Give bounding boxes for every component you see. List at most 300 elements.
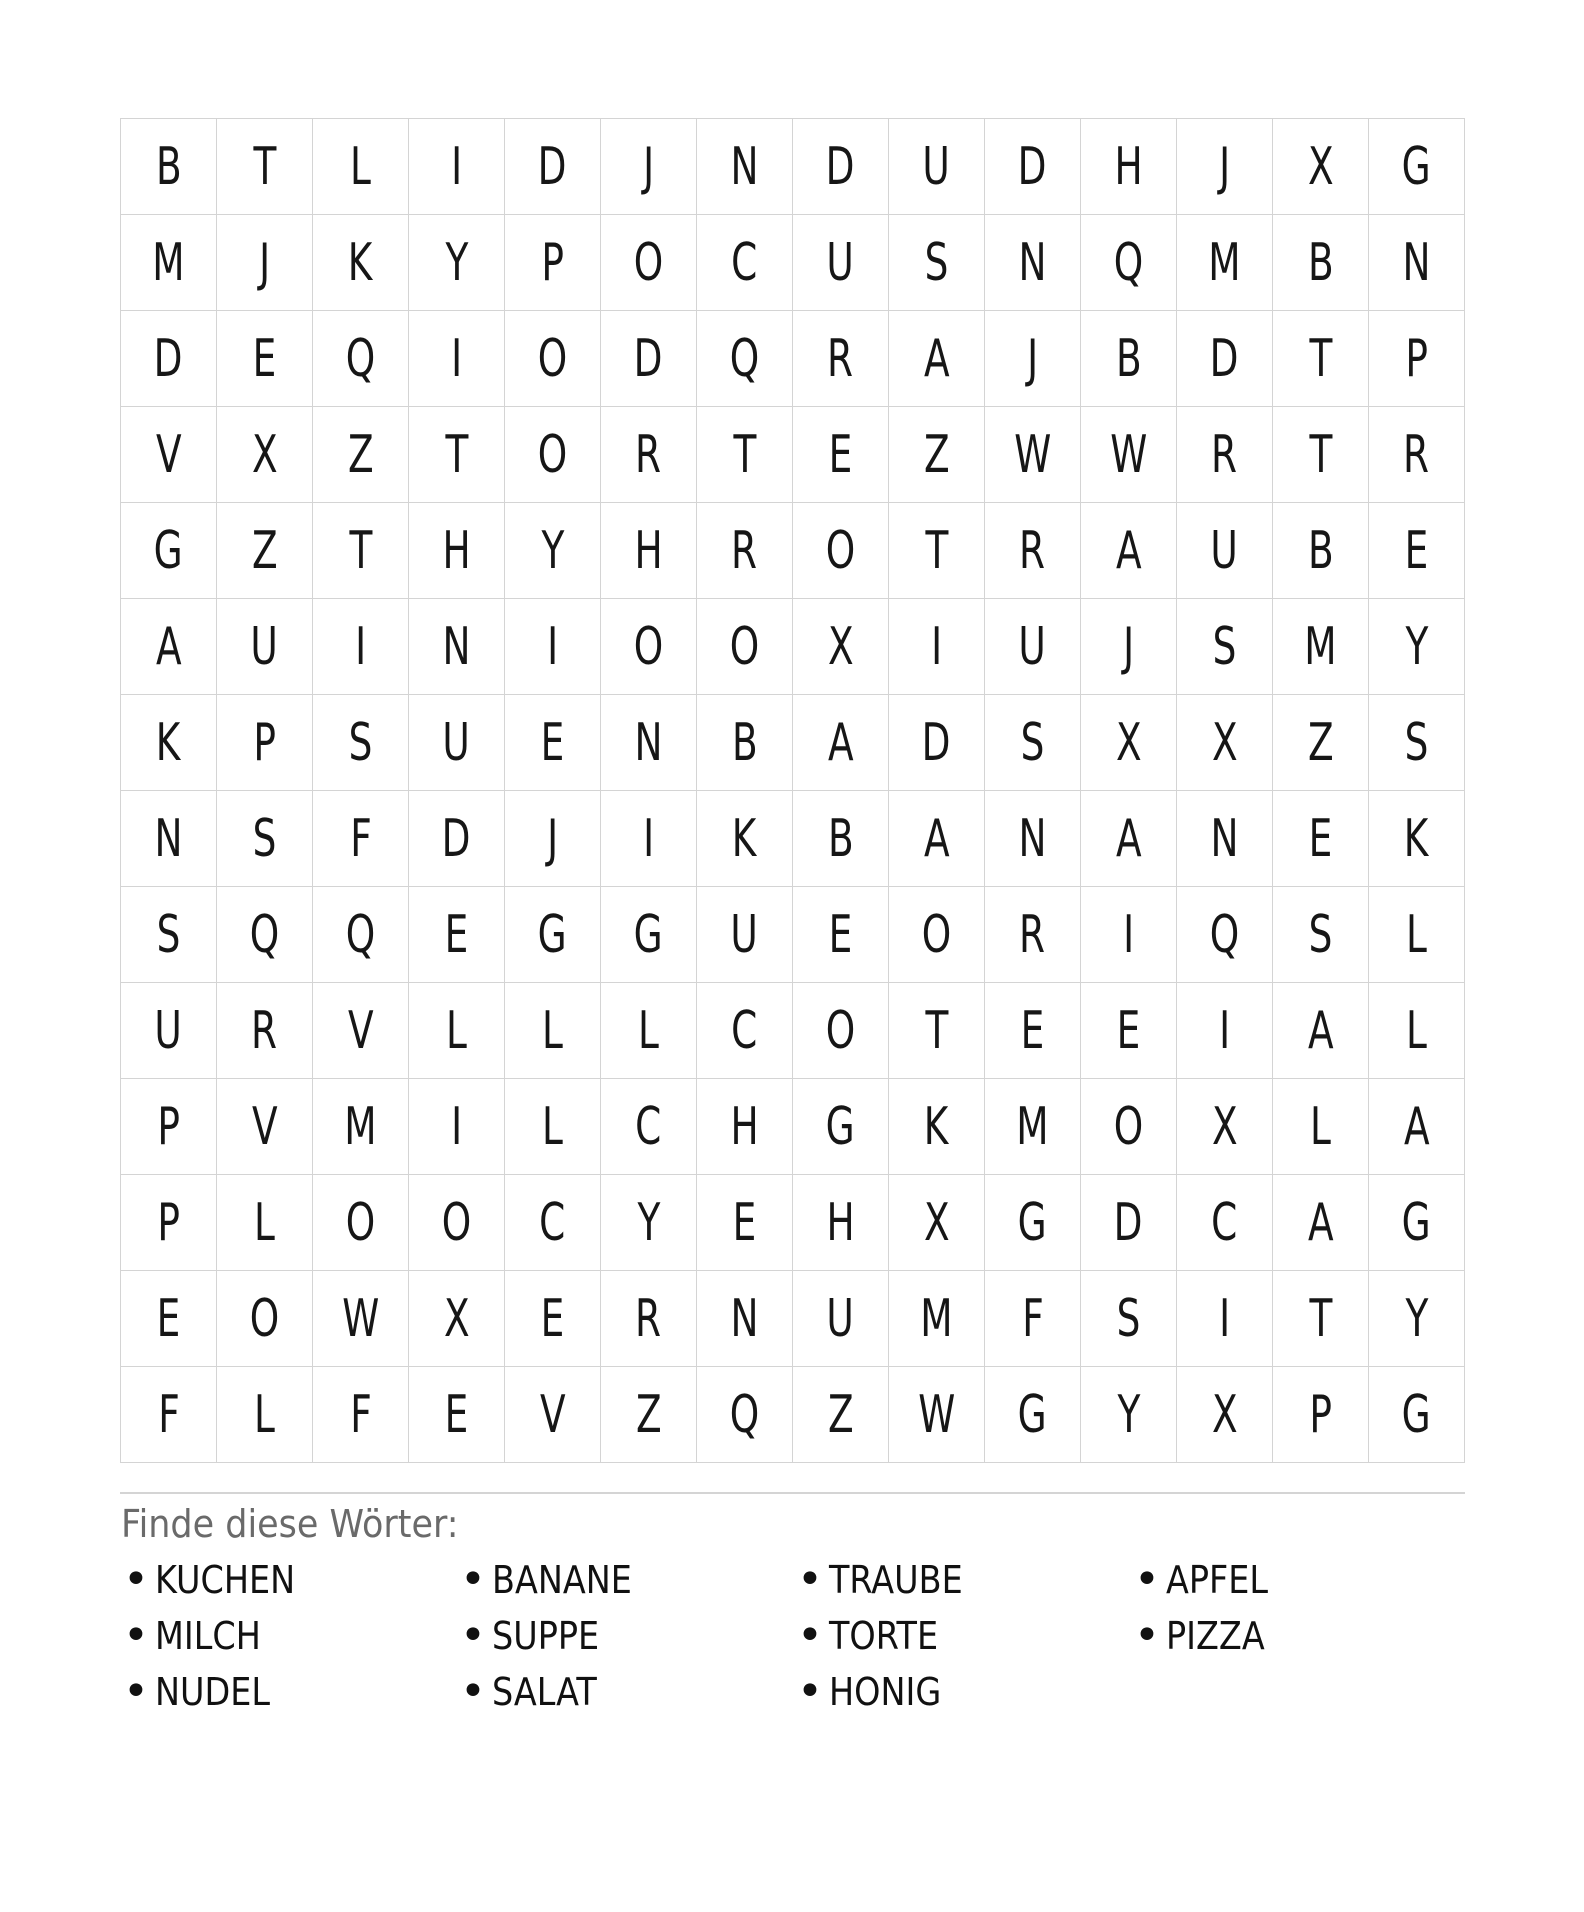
grid-cell bbox=[313, 119, 408, 214]
grid-letter: M bbox=[1208, 232, 1241, 293]
grid-letter: S bbox=[156, 904, 181, 965]
grid-cell bbox=[1177, 695, 1272, 790]
grid-cell bbox=[1369, 1271, 1464, 1366]
grid-cell bbox=[697, 695, 792, 790]
grid-letter: O bbox=[537, 424, 568, 485]
grid-cell bbox=[889, 119, 984, 214]
grid-letter: E bbox=[252, 328, 277, 389]
grid-letter: X bbox=[1307, 136, 1334, 197]
grid-cell bbox=[313, 311, 408, 406]
grid-cell bbox=[697, 119, 792, 214]
grid-cell bbox=[793, 1175, 888, 1270]
grid-letter: J bbox=[642, 136, 655, 197]
grid-cell bbox=[1369, 599, 1464, 694]
grid-cell bbox=[889, 215, 984, 310]
grid-letter: U bbox=[250, 616, 279, 677]
grid-cell bbox=[889, 887, 984, 982]
grid-letter: I bbox=[450, 328, 463, 389]
grid-cell bbox=[1369, 1175, 1464, 1270]
grid-cell bbox=[889, 503, 984, 598]
grid-letter: G bbox=[1401, 136, 1431, 197]
grid-letter: D bbox=[1114, 1192, 1143, 1253]
grid-letter: V bbox=[155, 424, 182, 485]
grid-letter: A bbox=[1307, 1192, 1334, 1253]
grid-letter: J bbox=[1122, 616, 1135, 677]
grid-letter: E bbox=[1020, 1000, 1045, 1061]
grid-letter: J bbox=[546, 808, 559, 869]
grid-cell bbox=[697, 887, 792, 982]
grid-letter: B bbox=[1115, 328, 1142, 389]
grid-cell bbox=[313, 695, 408, 790]
grid-cell bbox=[1177, 887, 1272, 982]
bullet-icon: • bbox=[797, 1610, 823, 1661]
grid-letter: K bbox=[924, 1096, 949, 1157]
grid-cell bbox=[1273, 599, 1368, 694]
grid-letter: D bbox=[826, 136, 855, 197]
grid-letter: M bbox=[1304, 616, 1337, 677]
grid-cell bbox=[985, 407, 1080, 502]
grid-cell bbox=[985, 503, 1080, 598]
grid-letter: X bbox=[1211, 712, 1238, 773]
grid-letter: C bbox=[731, 232, 758, 293]
grid-cell bbox=[697, 1079, 792, 1174]
grid-cell bbox=[889, 1175, 984, 1270]
grid-letter: S bbox=[1308, 904, 1333, 965]
grid-letter: N bbox=[730, 1288, 759, 1349]
word-list-item bbox=[797, 1552, 1134, 1608]
grid-cell bbox=[1369, 311, 1464, 406]
grid-cell bbox=[1081, 503, 1176, 598]
bullet-icon: • bbox=[460, 1666, 486, 1717]
grid-letter: T bbox=[1309, 424, 1332, 485]
grid-cell bbox=[409, 1367, 504, 1462]
grid-cell bbox=[217, 695, 312, 790]
word-list-heading-label: Finde diese Wörter: bbox=[121, 1502, 459, 1546]
grid-letter: S bbox=[348, 712, 373, 773]
grid-letter: L bbox=[350, 136, 371, 197]
grid-cell bbox=[1273, 887, 1368, 982]
grid-cell bbox=[601, 887, 696, 982]
grid-cell bbox=[409, 311, 504, 406]
grid-letter: S bbox=[1212, 616, 1237, 677]
grid-letter: T bbox=[925, 1000, 948, 1061]
grid-cell bbox=[1369, 503, 1464, 598]
grid-cell bbox=[217, 887, 312, 982]
grid-cell bbox=[409, 695, 504, 790]
grid-cell bbox=[409, 1175, 504, 1270]
grid-letter: I bbox=[546, 616, 559, 677]
word-list-item bbox=[1134, 1552, 1471, 1608]
grid-letter: R bbox=[1403, 424, 1430, 485]
grid-letter: E bbox=[444, 904, 469, 965]
grid-letter: X bbox=[923, 1192, 950, 1253]
bullet-icon: • bbox=[460, 1554, 486, 1605]
grid-letter: A bbox=[923, 808, 950, 869]
grid-cell bbox=[313, 503, 408, 598]
grid-letter: Y bbox=[1117, 1384, 1140, 1445]
grid-cell bbox=[121, 311, 216, 406]
grid-cell bbox=[889, 599, 984, 694]
grid-cell bbox=[1177, 1271, 1272, 1366]
grid-letter: E bbox=[156, 1288, 181, 1349]
grid-letter: L bbox=[1310, 1096, 1331, 1157]
word-label: NUDEL bbox=[155, 1670, 271, 1714]
grid-cell bbox=[1273, 119, 1368, 214]
grid-letter: S bbox=[1116, 1288, 1141, 1349]
grid-letter: F bbox=[1021, 1288, 1044, 1349]
grid-cell bbox=[1177, 215, 1272, 310]
word-label: BANANE bbox=[492, 1558, 632, 1602]
grid-cell bbox=[409, 407, 504, 502]
bullet-icon: • bbox=[797, 1666, 823, 1717]
grid-cell bbox=[1081, 407, 1176, 502]
grid-letter: Q bbox=[1209, 904, 1240, 965]
grid-letter: T bbox=[1309, 328, 1332, 389]
grid-cell bbox=[505, 791, 600, 886]
grid-letter: O bbox=[441, 1192, 472, 1253]
grid-letter: N bbox=[1018, 232, 1047, 293]
grid-letter: N bbox=[442, 616, 471, 677]
grid-letter: O bbox=[537, 328, 568, 389]
grid-cell bbox=[313, 791, 408, 886]
grid-letter: G bbox=[1017, 1384, 1047, 1445]
word-label: APFEL bbox=[1166, 1558, 1269, 1602]
grid-letter: P bbox=[253, 712, 276, 773]
grid-cell bbox=[505, 215, 600, 310]
grid-cell bbox=[601, 1079, 696, 1174]
grid-cell bbox=[1273, 791, 1368, 886]
grid-letter: U bbox=[154, 1000, 183, 1061]
grid-letter: X bbox=[827, 616, 854, 677]
grid-cell bbox=[601, 1271, 696, 1366]
grid-letter: W bbox=[341, 1288, 380, 1349]
grid-cell bbox=[409, 1079, 504, 1174]
grid-cell bbox=[1081, 983, 1176, 1078]
grid-cell bbox=[1177, 407, 1272, 502]
word-list-item bbox=[797, 1608, 1134, 1664]
grid-letter: U bbox=[1210, 520, 1239, 581]
grid-letter: Z bbox=[347, 424, 374, 485]
grid-cell bbox=[601, 599, 696, 694]
grid-letter: Q bbox=[1113, 232, 1144, 293]
grid-letter: R bbox=[731, 520, 758, 581]
word-list-item bbox=[123, 1552, 460, 1608]
grid-letter: S bbox=[1404, 712, 1429, 773]
grid-cell bbox=[313, 887, 408, 982]
grid-letter: Z bbox=[923, 424, 950, 485]
grid-letter: S bbox=[252, 808, 277, 869]
grid-cell bbox=[601, 791, 696, 886]
grid-cell bbox=[505, 599, 600, 694]
grid-letter: M bbox=[1016, 1096, 1049, 1157]
grid-cell bbox=[505, 983, 600, 1078]
grid-letter: J bbox=[1026, 328, 1039, 389]
grid-cell bbox=[793, 1079, 888, 1174]
grid-letter: P bbox=[157, 1096, 180, 1157]
word-label: PIZZA bbox=[1166, 1614, 1265, 1658]
grid-letter: A bbox=[1115, 808, 1142, 869]
grid-letter: G bbox=[825, 1096, 855, 1157]
grid-cell bbox=[505, 311, 600, 406]
grid-letter: G bbox=[1017, 1192, 1047, 1253]
grid-cell bbox=[409, 983, 504, 1078]
grid-cell bbox=[217, 599, 312, 694]
grid-letter: A bbox=[1115, 520, 1142, 581]
grid-letter: M bbox=[152, 232, 185, 293]
grid-letter: E bbox=[828, 424, 853, 485]
grid-cell bbox=[1177, 119, 1272, 214]
grid-letter: P bbox=[1309, 1384, 1332, 1445]
grid-cell bbox=[217, 1367, 312, 1462]
grid-cell bbox=[505, 119, 600, 214]
grid-letter: U bbox=[730, 904, 759, 965]
grid-letter: Y bbox=[637, 1192, 660, 1253]
grid-cell bbox=[1081, 599, 1176, 694]
grid-letter: H bbox=[442, 520, 471, 581]
grid-letter: E bbox=[1404, 520, 1429, 581]
grid-cell bbox=[409, 1271, 504, 1366]
word-list-item bbox=[797, 1664, 1134, 1720]
grid-cell bbox=[793, 119, 888, 214]
grid-letter: X bbox=[251, 424, 278, 485]
grid-cell bbox=[121, 215, 216, 310]
grid-cell bbox=[121, 599, 216, 694]
grid-letter: R bbox=[827, 328, 854, 389]
grid-letter: C bbox=[539, 1192, 566, 1253]
grid-cell bbox=[889, 311, 984, 406]
grid-letter: E bbox=[732, 1192, 757, 1253]
grid-letter: J bbox=[1218, 136, 1231, 197]
grid-cell bbox=[217, 1271, 312, 1366]
grid-cell bbox=[1369, 407, 1464, 502]
grid-cell bbox=[1369, 791, 1464, 886]
grid-letter: R bbox=[1019, 904, 1046, 965]
grid-cell bbox=[985, 1079, 1080, 1174]
bullet-icon: • bbox=[460, 1610, 486, 1661]
grid-letter: I bbox=[450, 136, 463, 197]
grid-cell bbox=[697, 791, 792, 886]
grid-letter: L bbox=[254, 1384, 275, 1445]
grid-cell bbox=[313, 1079, 408, 1174]
grid-letter: M bbox=[920, 1288, 953, 1349]
grid-cell bbox=[1273, 1271, 1368, 1366]
grid-letter: O bbox=[633, 616, 664, 677]
grid-letter: D bbox=[1210, 328, 1239, 389]
grid-cell bbox=[889, 1367, 984, 1462]
grid-letter: P bbox=[541, 232, 564, 293]
grid-letter: N bbox=[1210, 808, 1239, 869]
word-list-column bbox=[460, 1552, 797, 1720]
grid-cell bbox=[793, 1367, 888, 1462]
grid-cell bbox=[1177, 1079, 1272, 1174]
grid-letter: O bbox=[921, 904, 952, 965]
grid-cell bbox=[121, 1367, 216, 1462]
grid-letter: T bbox=[349, 520, 372, 581]
grid-letter: G bbox=[1401, 1384, 1431, 1445]
grid-letter: P bbox=[157, 1192, 180, 1253]
grid-letter: I bbox=[354, 616, 367, 677]
grid-cell bbox=[1369, 1367, 1464, 1462]
grid-letter: Q bbox=[345, 328, 376, 389]
grid-cell bbox=[1273, 695, 1368, 790]
bullet-icon: • bbox=[123, 1666, 149, 1717]
grid-cell bbox=[985, 887, 1080, 982]
grid-cell bbox=[1369, 695, 1464, 790]
grid-letter: Y bbox=[1405, 616, 1428, 677]
grid-cell bbox=[217, 983, 312, 1078]
grid-cell bbox=[985, 791, 1080, 886]
grid-cell bbox=[313, 1175, 408, 1270]
grid-cell bbox=[793, 1271, 888, 1366]
grid-cell bbox=[217, 119, 312, 214]
grid-letter: T bbox=[733, 424, 756, 485]
grid-letter: A bbox=[827, 712, 854, 773]
grid-letter: C bbox=[1211, 1192, 1238, 1253]
grid-letter: S bbox=[924, 232, 949, 293]
grid-cell bbox=[505, 503, 600, 598]
grid-letter: I bbox=[1122, 904, 1135, 965]
grid-cell bbox=[121, 1079, 216, 1174]
grid-letter: C bbox=[731, 1000, 758, 1061]
grid-cell bbox=[1273, 1175, 1368, 1270]
grid-letter: C bbox=[635, 1096, 662, 1157]
grid-cell bbox=[505, 1271, 600, 1366]
grid-letter: V bbox=[539, 1384, 566, 1445]
grid-cell bbox=[889, 983, 984, 1078]
grid-cell bbox=[409, 119, 504, 214]
bullet-icon: • bbox=[797, 1554, 823, 1605]
grid-cell bbox=[985, 215, 1080, 310]
grid-cell bbox=[121, 695, 216, 790]
grid-letter: H bbox=[826, 1192, 855, 1253]
grid-cell bbox=[121, 503, 216, 598]
grid-letter: B bbox=[731, 712, 758, 773]
grid-letter: L bbox=[446, 1000, 467, 1061]
grid-cell bbox=[601, 407, 696, 502]
grid-cell bbox=[697, 1175, 792, 1270]
grid-letter: D bbox=[634, 328, 663, 389]
grid-letter: R bbox=[251, 1000, 278, 1061]
grid-cell bbox=[1273, 215, 1368, 310]
grid-cell bbox=[217, 791, 312, 886]
grid-letter: Y bbox=[541, 520, 564, 581]
grid-cell bbox=[1369, 1079, 1464, 1174]
grid-letter: K bbox=[1404, 808, 1429, 869]
grid-cell bbox=[889, 791, 984, 886]
grid-letter: H bbox=[634, 520, 663, 581]
grid-letter: N bbox=[634, 712, 663, 773]
grid-cell bbox=[1369, 983, 1464, 1078]
grid-letter: O bbox=[249, 1288, 280, 1349]
grid-letter: T bbox=[925, 520, 948, 581]
grid-cell bbox=[409, 791, 504, 886]
grid-cell bbox=[793, 503, 888, 598]
grid-letter: A bbox=[1307, 1000, 1334, 1061]
grid-cell bbox=[889, 1079, 984, 1174]
grid-letter: P bbox=[1405, 328, 1428, 389]
grid-cell bbox=[697, 215, 792, 310]
grid-cell bbox=[1177, 311, 1272, 406]
grid-cell bbox=[1177, 599, 1272, 694]
grid-cell bbox=[985, 599, 1080, 694]
grid-letter: K bbox=[348, 232, 373, 293]
grid-letter: Z bbox=[1307, 712, 1334, 773]
grid-cell bbox=[121, 1271, 216, 1366]
grid-cell bbox=[1177, 983, 1272, 1078]
grid-letter: D bbox=[442, 808, 471, 869]
grid-letter: T bbox=[1309, 1288, 1332, 1349]
grid-letter: T bbox=[445, 424, 468, 485]
grid-letter: L bbox=[542, 1096, 563, 1157]
grid-cell bbox=[985, 695, 1080, 790]
grid-cell bbox=[121, 791, 216, 886]
grid-letter: G bbox=[633, 904, 663, 965]
grid-letter: E bbox=[444, 1384, 469, 1445]
grid-letter: G bbox=[537, 904, 567, 965]
grid-letter: G bbox=[153, 520, 183, 581]
divider-line bbox=[120, 1492, 1465, 1494]
grid-letter: Q bbox=[345, 904, 376, 965]
grid-letter: Q bbox=[729, 328, 760, 389]
grid-cell bbox=[1081, 311, 1176, 406]
grid-letter: H bbox=[730, 1096, 759, 1157]
grid-letter: Q bbox=[729, 1384, 760, 1445]
grid-cell bbox=[793, 695, 888, 790]
grid-cell bbox=[505, 1367, 600, 1462]
grid-letter: L bbox=[1406, 904, 1427, 965]
grid-cell bbox=[505, 1079, 600, 1174]
grid-cell bbox=[1369, 119, 1464, 214]
grid-cell bbox=[313, 983, 408, 1078]
grid-cell bbox=[889, 407, 984, 502]
grid-cell bbox=[601, 1367, 696, 1462]
grid-letter: I bbox=[1218, 1288, 1231, 1349]
grid-letter: A bbox=[1403, 1096, 1430, 1157]
grid-letter: I bbox=[930, 616, 943, 677]
grid-letter: G bbox=[1401, 1192, 1431, 1253]
grid-cell bbox=[1081, 1271, 1176, 1366]
grid-letter: O bbox=[825, 520, 856, 581]
grid-letter: M bbox=[344, 1096, 377, 1157]
grid-cell bbox=[217, 1175, 312, 1270]
grid-letter: J bbox=[258, 232, 271, 293]
grid-cell bbox=[601, 983, 696, 1078]
grid-letter: D bbox=[154, 328, 183, 389]
word-label: TRAUBE bbox=[829, 1558, 963, 1602]
grid-cell bbox=[793, 791, 888, 886]
grid-cell bbox=[985, 983, 1080, 1078]
grid-letter: D bbox=[1018, 136, 1047, 197]
grid-letter: X bbox=[1211, 1096, 1238, 1157]
grid-cell bbox=[889, 1271, 984, 1366]
grid-cell bbox=[217, 503, 312, 598]
grid-letter: N bbox=[154, 808, 183, 869]
grid-letter: I bbox=[642, 808, 655, 869]
grid-letter: N bbox=[1402, 232, 1431, 293]
word-list-item bbox=[123, 1608, 460, 1664]
grid-letter: N bbox=[730, 136, 759, 197]
grid-cell bbox=[217, 311, 312, 406]
grid-cell bbox=[601, 503, 696, 598]
word-list-item bbox=[123, 1664, 460, 1720]
grid-letter: Z bbox=[827, 1384, 854, 1445]
grid-letter: A bbox=[923, 328, 950, 389]
grid-cell bbox=[313, 1367, 408, 1462]
grid-cell bbox=[313, 1271, 408, 1366]
grid-cell bbox=[697, 1271, 792, 1366]
grid-letter: B bbox=[1307, 232, 1334, 293]
grid-letter: N bbox=[1018, 808, 1047, 869]
